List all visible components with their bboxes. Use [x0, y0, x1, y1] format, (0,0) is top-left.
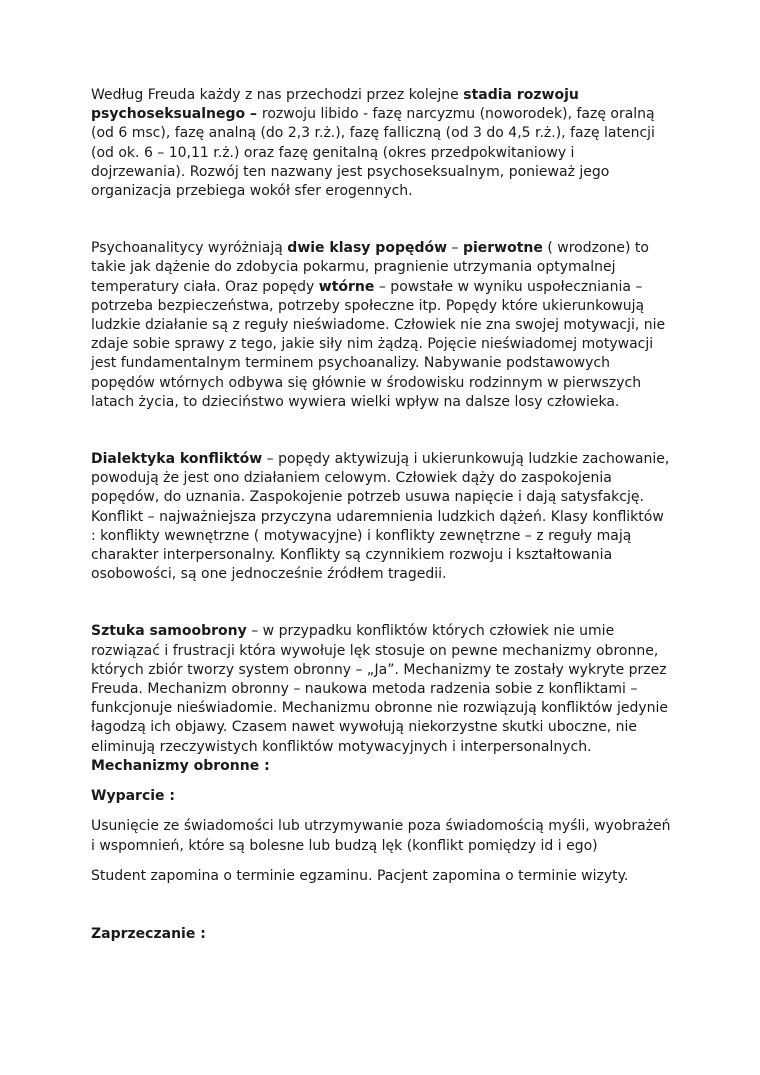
spacer	[91, 856, 671, 867]
text-run: – powstałe w wyniku uspołeczniania – potrzeba bezpieczeństwa, potrzeby społeczne itp. Popędy które ukierunkowują ludzkie działanie są z reguły nieświadome. Człowiek nie zna swojej motywacji, nie zdaje sobie sprawy z tego, jakie siły nim żądzą. Pojęcie nieświadomej motywacji jest fundamentalnym terminem psychoanalizy. Nabywanie podstawowych popędów wtórnych odbywa się głównie w środowisku rodzinnym w pierwszych latach życia, to dzieciństwo wywiera wielki wpływ na dalsze losy człowieka.	[91, 278, 666, 410]
spacer	[91, 201, 671, 239]
spacer	[91, 776, 671, 787]
paragraph-self-defense	[91, 622, 671, 776]
bold-term-stages: stadia rozwoju psychoseksualnego –	[91, 87, 579, 123]
text-run: – w przypadku konfliktów których człowiek nie umie rozwiązać i frustracji która wywołuje lęk stosuje on pewne mechanizmy obronne, których zbiór tworzy system obronny – „Ja”. Mechanizmy te zostały wykryte przez Freuda. Mechanizm obronny – naukowa metoda radzenia sobie z konfliktami – funkcjonuje nieświadomie. Mechanizmu obronne nie rozwiązują konfliktów jedynie łagodzą ich objawy. Czasem nawet wywołują niekorzystne skutki uboczne, nie eliminują rzeczywistych konfliktów motywacyjnych i interpersonalnych.	[91, 623, 669, 755]
paragraph-conflict-dialectics	[91, 450, 671, 584]
heading-denial	[91, 925, 671, 944]
text-run: ( wrodzone) to takie jak dążenie do zdobycia pokarmu, pragnienie utrzymania optymalnej temperatury ciała. Oraz popędy	[91, 240, 649, 295]
paragraph-repression-definition: Usunięcie ze świadomości lub utrzymywanie poza świadomością myśli, wyobrażeń i wspomnień, które są bolesne lub budzą lęk (konflikt pomiędzy id i ego)	[91, 818, 671, 854]
spacer	[91, 806, 671, 817]
heading-denial-text: Zaprzeczanie :	[91, 925, 206, 942]
paragraph-drive-classes	[91, 239, 671, 412]
spacer	[91, 412, 671, 450]
bold-term-conflict-dialectics: Dialektyka konfliktów	[91, 451, 263, 468]
bold-term-self-defense: Sztuka samoobrony	[91, 623, 247, 640]
spacer	[91, 886, 671, 925]
spacer	[91, 584, 671, 622]
bold-term-defense-mechanisms: Mechanizmy obronne :	[91, 757, 270, 774]
document-page	[91, 86, 671, 944]
heading-repression	[91, 787, 671, 806]
text-run: rozwoju libido - fazę narcyzmu (noworodek), fazę oralną (od 6 msc), fazę analną (do 2,3 r.ż.), fazę falliczną (od 3 do 4,5 r.ż.), fazę latencji (od ok. 6 – 10,11 r.ż.) oraz fazę genitalną (okres przedpokwitaniowy i dojrzewania). Rozwój ten nazwany jest psychoseksualnym, ponieważ jego organizacja przebiega wokół sfer erogennych.	[91, 106, 655, 200]
heading-repression-text: Wyparcie :	[91, 788, 176, 805]
paragraph-psychosexual-stages	[91, 86, 671, 201]
text-run: – popędy aktywizują i ukierunkowują ludzkie zachowanie, powodują że jest ono działaniem celowym. Człowiek dąży do zaspokojenia popędów, do uznania. Zaspokojenie potrzeb usuwa napięcie i dają satysfakcję. Konflikt – najważniejsza przyczyna udaremnienia ludzkich dążeń. Klasy konfliktów : konflikty wewnętrzne ( motywacyjne) i konflikty zewnętrzne – z reguły mają charakter interpersonalny. Konflikty są czynnikiem rozwoju i kształtowania osobowości, są one jednocześnie źródłem tragedii.	[91, 451, 670, 583]
paragraph-repression-example: Student zapomina o terminie egzaminu. Pacjent zapomina o terminie wizyty.	[91, 867, 629, 884]
bold-term-primary: pierwotne	[462, 240, 543, 257]
text-run: Według Freuda każdy z nas przechodzi przez kolejne	[91, 87, 464, 103]
bold-term-secondary: wtórne	[318, 278, 375, 295]
text-run: Psychoanalitycy wyróżniają	[91, 240, 288, 257]
text-run: –	[447, 240, 463, 257]
bold-term-drive-classes: dwie klasy popędów	[287, 240, 448, 257]
